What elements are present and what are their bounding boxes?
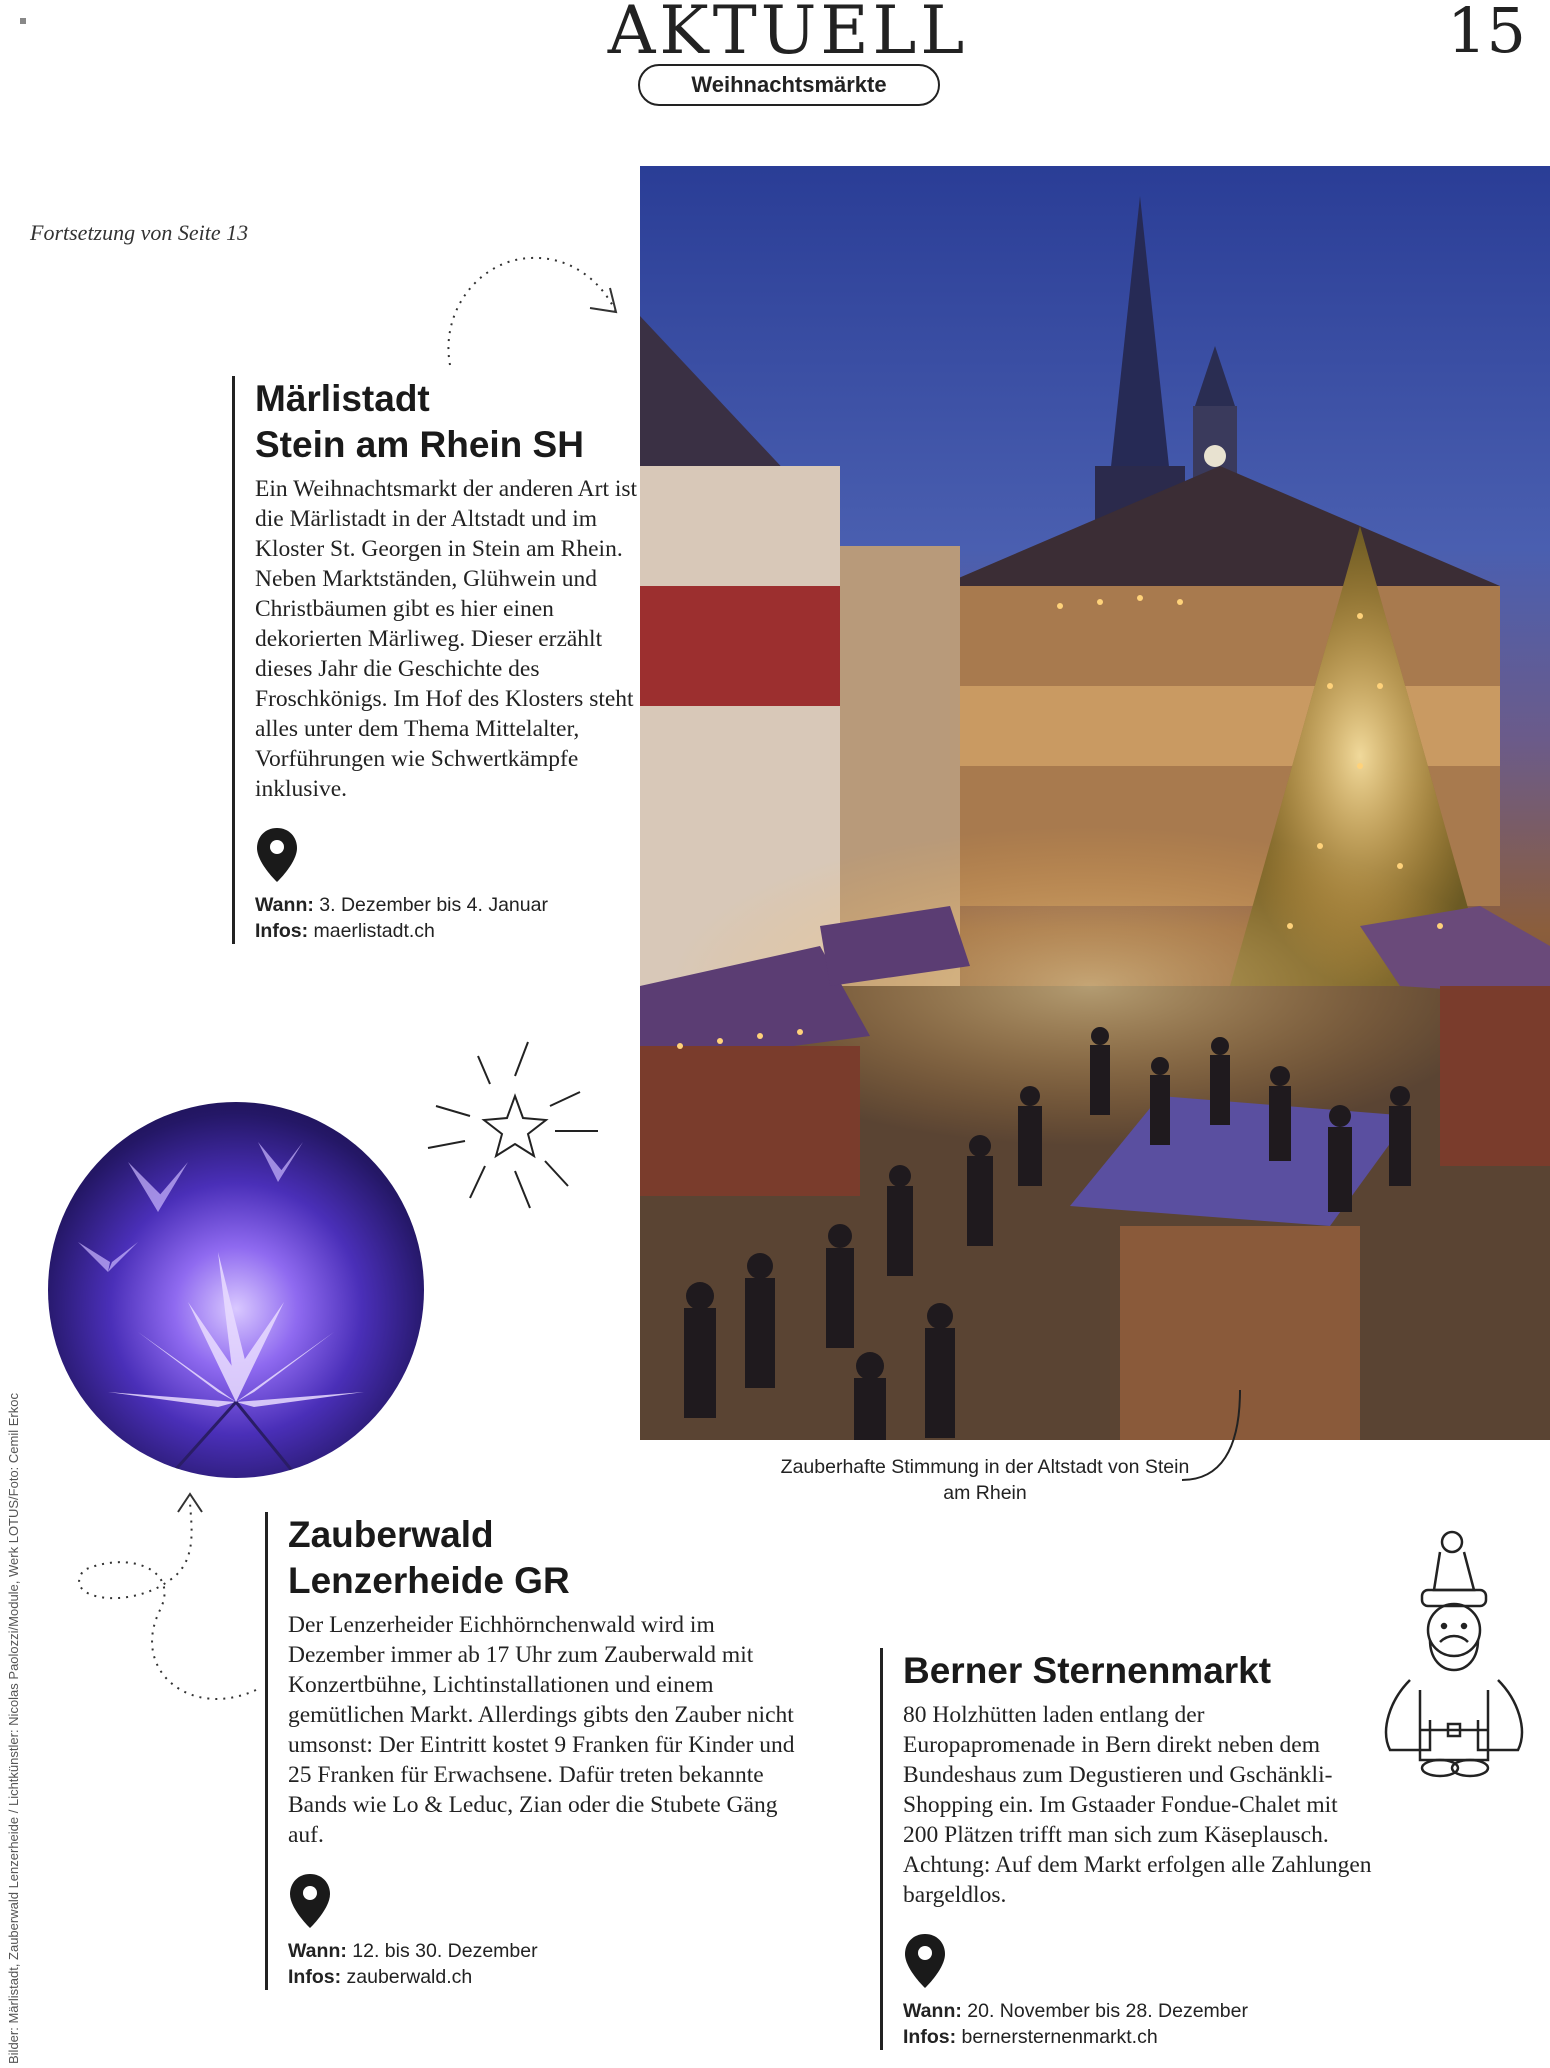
christmas-market-illustration [640, 166, 1550, 1440]
topic-tag: Weihnachtsmärkte [638, 64, 940, 106]
info-label: Infos: [903, 2026, 957, 2048]
location-pin-icon [255, 826, 299, 884]
article-meta [903, 1998, 1373, 2050]
section-title: AKTUELL [607, 0, 969, 69]
info-link[interactable]: bernersternenmarkt.ch [961, 2026, 1158, 2048]
article-body: 80 Holzhütten laden entlang der Europapromenade in Bern direkt neben dem Bundeshaus zum Degustieren und Gschänkli-Shopping ein. Im Gstaader Fondue-Chalet mit 200 Plätzen trifft man sich zum Käseplausch. Achtung: Auf dem Markt erfolgen alle Zahlungen bargeldlos. [903, 1702, 1372, 1908]
article-body: Ein Weihnachtsmarkt der anderen Art ist die Märlistadt in der Altstadt und im Kloster St. Georgen in Stein am Rhein. Neben Marktständen, Glühwein und Christbäumen gibt es hier einen dekorierten Märliweg. Dieser erzählt dieses Jahr die Geschichte des Froschkönigs. Im Hof des Klosters steht alles unter dem Thema Mittelalter, Vorführungen wie Schwertkämpfe inklusive. [255, 476, 638, 802]
location-pin-icon [288, 1872, 332, 1930]
photo-zauberwald-lotus [48, 1102, 424, 1478]
info-link[interactable]: maerlistadt.ch [313, 920, 435, 942]
when-label: Wann: [288, 1940, 347, 1962]
info-label: Infos: [288, 1966, 342, 1988]
when-value: 12. bis 30. Dezember [352, 1940, 538, 1962]
article-zauberwald [265, 1512, 808, 1990]
photo-caption: Zauberhafte Stimmung in der Altstadt von Stein am Rhein [780, 1456, 1190, 1504]
info-link[interactable]: zauberwald.ch [346, 1966, 473, 1988]
article-maerlistadt [232, 376, 645, 944]
lotus-light-illustration [48, 1102, 424, 1478]
article-sternenmarkt [880, 1648, 1373, 2050]
continued-note: Fortsetzung von Seite 13 [30, 220, 249, 245]
when-label: Wann: [255, 894, 314, 916]
article-title: Berner Sternenmarkt [903, 1650, 1272, 1691]
when-value: 3. Dezember bis 4. Januar [319, 894, 548, 916]
when-value: 20. November bis 28. Dezember [967, 2000, 1248, 2022]
location-pin-icon [903, 1932, 947, 1990]
caption-pointer-icon [1180, 1380, 1260, 1490]
dotted-arrow-icon [440, 250, 630, 370]
santa-doodle-icon [1370, 1530, 1540, 1780]
photo-credit: Bilder: Märlistadt, Zauberwald Lenzerheide / Lichtkünstler: Nicolas Paolozzi/Module, Werk LOTUS/Foto: Cemil Erkoc [6, 1393, 21, 2064]
star-doodle-icon [420, 1036, 610, 1216]
photo-stein-am-rhein [640, 166, 1550, 1440]
article-meta [255, 892, 645, 944]
info-label: Infos: [255, 920, 309, 942]
page-number: 15 [1447, 0, 1526, 67]
article-meta [288, 1938, 808, 1990]
when-label: Wann: [903, 2000, 962, 2022]
article-title: Zauberwald Lenzerheide GR [288, 1514, 570, 1601]
article-body: Der Lenzerheider Eichhörnchenwald wird im Dezember immer ab 17 Uhr zum Zauberwald mit Konzertbühne, Lichtinstallationen und einem gemütlichen Markt. Allerdings gibts den Zauber nicht umsonst: Der Eintritt kostet 9 Franken für Kinder und 25 Franken für Erwachsene. Dafür treten bekannte Bands wie Lo & Leduc, Zian oder die Stubete Gäng auf. [288, 1612, 795, 1848]
dotted-loop-arrow-icon [70, 1490, 270, 1730]
article-title: Märlistadt Stein am Rhein SH [255, 378, 584, 465]
